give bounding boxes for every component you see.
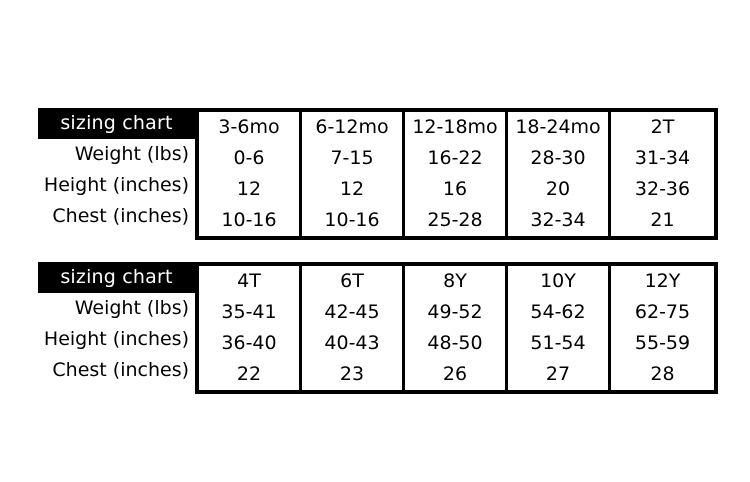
table-row bbox=[199, 297, 714, 328]
sizing-chart-table-1 bbox=[38, 108, 718, 240]
column-header-cell: 2T bbox=[650, 116, 675, 138]
data-grid-1 bbox=[195, 108, 718, 240]
table-row bbox=[199, 205, 714, 236]
column-header-cell: 12-18mo bbox=[405, 112, 508, 143]
table-cell: 20 bbox=[508, 174, 611, 205]
table-row bbox=[199, 328, 714, 359]
table-cell: 28-30 bbox=[508, 143, 611, 174]
sizing-chart-header-tag-2 bbox=[38, 262, 195, 293]
table-cell: 10-16 bbox=[302, 205, 405, 236]
table-cell: 40-43 bbox=[302, 328, 405, 359]
table-cell: 12 bbox=[302, 174, 405, 205]
row-label-height-2: Height (inches) bbox=[43, 328, 189, 350]
table-cell: 32-36 bbox=[634, 178, 691, 200]
table-cell: 32-34 bbox=[508, 205, 611, 236]
table-cell: 27 bbox=[508, 359, 611, 390]
sizing-chart-header-label-2: sizing chart bbox=[60, 266, 173, 288]
row-label-weight-2: Weight (lbs) bbox=[74, 297, 189, 319]
table-row bbox=[199, 174, 714, 205]
column-header-cell: 4T bbox=[199, 266, 302, 297]
table-cell: 49-52 bbox=[405, 297, 508, 328]
column-header-cell: 6-12mo bbox=[302, 112, 405, 143]
table-cell: 23 bbox=[302, 359, 405, 390]
table-cell: 42-45 bbox=[302, 297, 405, 328]
table-cell: 10-16 bbox=[199, 205, 302, 236]
table-cell: 16 bbox=[405, 174, 508, 205]
row-label-height-1: Height (inches) bbox=[43, 174, 189, 196]
table-cell: 25-28 bbox=[405, 205, 508, 236]
table-cell: 31-34 bbox=[634, 147, 691, 169]
table-row-header-2 bbox=[199, 266, 714, 297]
table-cell: 12 bbox=[199, 174, 302, 205]
table-row bbox=[199, 143, 714, 174]
table-cell: 55-59 bbox=[634, 332, 691, 354]
row-label-chest-2: Chest (inches) bbox=[52, 359, 189, 381]
column-header-cell: 6T bbox=[302, 266, 405, 297]
row-label-weight-1: Weight (lbs) bbox=[74, 143, 189, 165]
table-cell: 7-15 bbox=[302, 143, 405, 174]
sizing-chart-table-2 bbox=[38, 262, 718, 394]
table-cell: 26 bbox=[405, 359, 508, 390]
table-cell: 28 bbox=[650, 363, 675, 385]
column-header-cell: 8Y bbox=[405, 266, 508, 297]
table-cell: 16-22 bbox=[405, 143, 508, 174]
row-label-column-2 bbox=[38, 262, 195, 394]
table-cell: 54-62 bbox=[508, 297, 611, 328]
data-grid-2 bbox=[195, 262, 718, 394]
table-cell: 48-50 bbox=[405, 328, 508, 359]
table-cell: 51-54 bbox=[508, 328, 611, 359]
table-row-header-1 bbox=[199, 112, 714, 143]
sizing-chart-header-label-1: sizing chart bbox=[60, 112, 173, 134]
column-header-cell: 18-24mo bbox=[508, 112, 611, 143]
column-header-cell: 12Y bbox=[644, 270, 681, 292]
table-row bbox=[199, 359, 714, 390]
sizing-chart-header-tag-1 bbox=[38, 108, 195, 139]
column-header-cell: 10Y bbox=[508, 266, 611, 297]
row-label-chest-1: Chest (inches) bbox=[52, 205, 189, 227]
table-cell: 36-40 bbox=[199, 328, 302, 359]
table-cell: 21 bbox=[650, 209, 675, 231]
column-header-cell: 3-6mo bbox=[199, 112, 302, 143]
row-label-column-1 bbox=[38, 108, 195, 240]
table-cell: 62-75 bbox=[634, 301, 691, 323]
table-cell: 0-6 bbox=[199, 143, 302, 174]
table-cell: 22 bbox=[199, 359, 302, 390]
table-cell: 35-41 bbox=[199, 297, 302, 328]
